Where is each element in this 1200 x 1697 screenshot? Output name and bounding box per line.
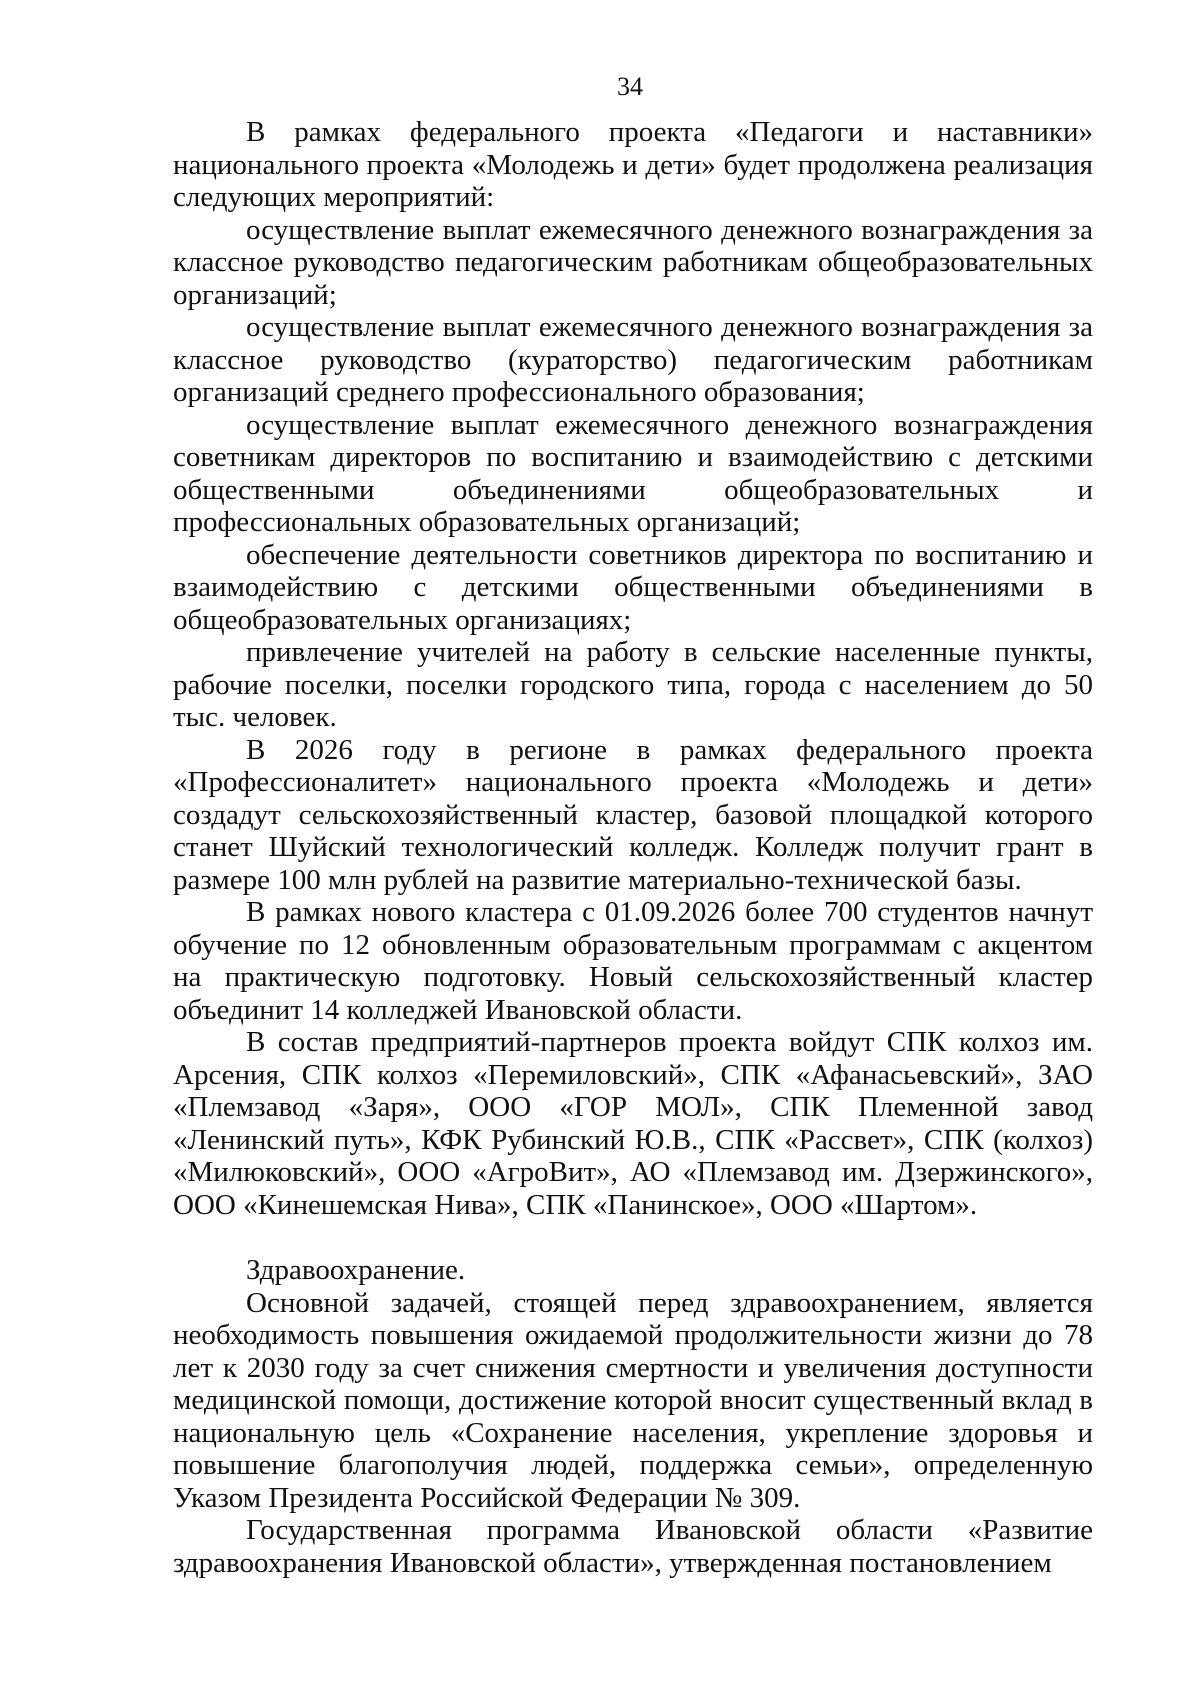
paragraph-advisor-activity: обеспечение деятельности советников директора по воспитанию и взаимодействию с детскими общественными объединениями в общеобразовательных организациях;: [173, 538, 1093, 636]
document-body: [173, 116, 1093, 1579]
paragraph-new-cluster-students: В рамках нового кластера с 01.09.2026 более 700 студентов начнут обучение по 12 обновленным образовательным программам с акцентом на практическую подготовку. Новый сельскохозяйственный кластер объединит 14 колледжей Ивановской области.: [173, 896, 1093, 1026]
paragraph-advisor-payments: осуществление выплат ежемесячного денежного вознаграждения советникам директоров по воспитанию и взаимодействию с детскими общественными объединениями общеобразовательных и профессиональных образовательных организаций;: [173, 408, 1093, 538]
paragraph-class-teacher-payments: осуществление выплат ежемесячного денежного вознаграждения за классное руководство педагогическим работникам общеобразовательных организаций;: [173, 213, 1093, 311]
paragraph-state-program: Государственная программа Ивановской области «Развитие здравоохранения Ивановской области», утвержденная постановлением: [173, 1514, 1093, 1579]
section-heading-healthcare: Здравоохранение.: [246, 1254, 466, 1286]
paragraph-pedagogues-project: В рамках федерального проекта «Педагоги и наставники» национального проекта «Молодежь и дети» будет продолжена реализация следующих мероприятий:: [173, 116, 1093, 213]
section-spacer: [173, 1221, 1093, 1254]
page-number: 34: [617, 72, 643, 101]
paragraph-partner-enterprises: В состав предприятий-партнеров проекта войдут СПК колхоз им. Арсения, СПК колхоз «Перемиловский», СПК «Афанасьевский», ЗАО «Племзавод «Заря», ООО «ГОР МОЛ», СПК Племенной завод «Ленинский путь», КФК Рубинский Ю.В., СПК «Рассвет», СПК (колхоз) «Милюковский», ООО «АгроВит», АО «Племзавод им. Дзержинского», ООО «Кинешемская Нива», СПК «Панинское», ООО «Шартом».: [173, 1026, 1093, 1221]
paragraph-rural-teachers: привлечение учителей на работу в сельские населенные пункты, рабочие поселки, поселки городского типа, города с населением до 50 тыс. человек.: [173, 636, 1093, 733]
paragraph-healthcare-goal: Основной задачей, стоящей перед здравоохранением, является необходимость повышения ожидаемой продолжительности жизни до 78 лет к 2030 году за счет снижения смертности и увеличения доступности медицинской помощи, достижение которой вносит существенный вклад в национальную цель «Сохранение населения, укрепление здоровья и повышение благополучия людей, поддержка семьи», определенную Указом Президента Российской Федерации № 309.: [173, 1286, 1093, 1514]
paragraph-curator-payments: осуществление выплат ежемесячного денежного вознаграждения за классное руководство (кураторство) педагогическим работникам организаций среднего профессионального образования;: [173, 311, 1093, 408]
paragraph-professionalitet-cluster: В 2026 году в регионе в рамках федерального проекта «Профессионалитет» национального проекта «Молодежь и дети» создадут сельскохозяйственный кластер, базовой площадкой которого станет Шуйский технологический колледж. Колледж получит грант в размере 100 млн рублей на развитие материально-технической базы.: [173, 733, 1093, 896]
